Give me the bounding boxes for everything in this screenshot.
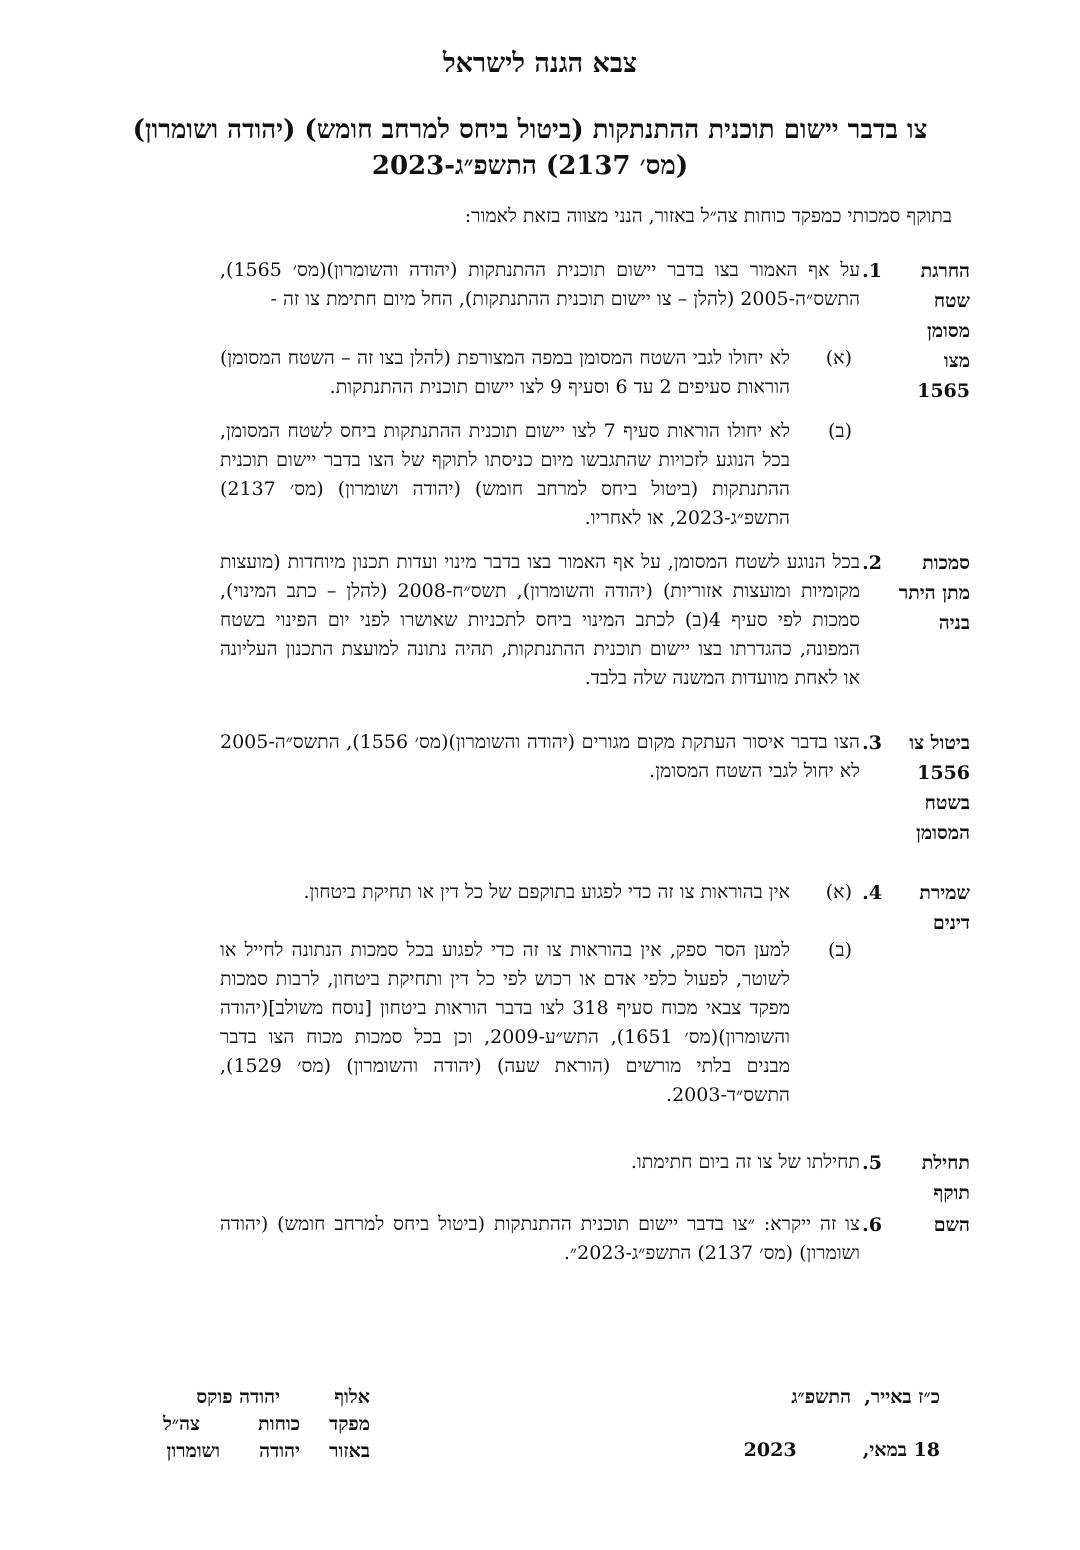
section-4-number: 4.	[862, 882, 882, 904]
date-hebrew: כ״ז באייר, התשפ״ג	[791, 1386, 940, 1408]
signatory-title-word: צה״ל	[163, 1413, 200, 1435]
signatory-title-word: יהודה	[259, 1440, 300, 1462]
section-4a-label: (א)	[825, 881, 852, 903]
section-5-label: תחילת תוקף	[921, 1152, 970, 1204]
section-1-label: החרגת שטח מסומן מצו 1565	[917, 260, 970, 402]
signatory-title-word: באזור	[329, 1440, 370, 1462]
section-5-number: 5.	[862, 1152, 882, 1174]
signatory-name: יהודה פוקס	[196, 1386, 280, 1408]
section-3-text: הצו בדבר איסור העתקת מקום מגורים (יהודה והשומרון)(מס׳ 1556), התשס״ה-2005 לא יחול לגבי השטח המסומן.	[220, 731, 860, 782]
document-org-title: צבא הגנה לישראל	[442, 48, 638, 79]
signatory-title-word: ושומרון	[166, 1440, 220, 1462]
preamble: בתוקף סמכותי כמפקד כוחות צה״ל באזור, הנני מצווה בזאת לאמור:	[464, 205, 952, 227]
section-1a-label: (א)	[825, 347, 852, 369]
section-6-label: השם	[933, 1214, 970, 1236]
section-2-text: בכל הנוגע לשטח המסומן, על אף האמור בצו בדבר מינוי ועדות תכנון מיוחדות (מועצות מקומיות ומועצות אזוריות) (יהודה והשומרון), תשס״ח-2008 (להלן – כתב המינוי), סמכות לפי סעיף 4(ב) לכתב המינוי ביחס לתכניות שאושרו לפני יום הפינוי בשטח המפונה, כהגדרתו בצו יישום תוכנית ההתנתקות, תהיה נתונה למועצת התכנון העליונה או לאחת מוועדות המשנה שלה בלבד.	[220, 551, 861, 689]
section-3-label: ביטול צו 1556 בשטח המסומן	[909, 732, 970, 844]
section-1-intro: על אף האמור בצו בדבר יישום תוכנית ההתנתקות (יהודה והשומרון)(מס׳ 1565), התשס״ה-2005 (להלן – צו יישום תוכנית ההתנתקות), החל מיום חתימת צו זה -	[220, 259, 860, 310]
section-1-number: 1.	[862, 260, 882, 282]
section-4b-text: למען הסר ספק, אין בהוראות צו זה כדי לפגוע בכל סמכות הנתונה לחייל או לשוטר, לפעול כלפי אדם או רכוש לפי כל דין ותחיקת ביטחון, לרבות סמכות מפקד צבאי מכוח סעיף 318 לצו בדבר הוראות ביטחון [נוסח משולב](יהודה והשומרון)(מס׳ 1651), התש״ע-2009, וכן בכל סמכות מכוח הצו בדבר מבנים בלתי מורשים (הוראת שעה) (יהודה והשומרון) (מס׳ 1529), התשס״ד-2003.	[220, 939, 791, 1106]
section-2-number: 2.	[862, 552, 882, 574]
section-6-text: צו זה ייקרא: ״צו בדבר יישום תוכנית ההתנתקות (ביטול ביחס למרחב חומש) (יהודה ושומרון) (מס׳ 2137) התשפ״ג-2023״.	[220, 1213, 860, 1264]
section-1b-text: לא יחולו הוראות סעיף 7 לצו יישום תוכנית ההתנתקות ביחס לשטח המסומן, בכל הנוגע לזכויות שהתגבשו מיום כניסתו לתוקף של הצו בדבר יישום תוכנית ההתנתקות (ביטול ביחס למרחב חומש) (יהודה ושומרון) (מס׳ 2137) התשפ״ג-2023, או לאחריו.	[220, 420, 790, 529]
section-4b-label: (ב)	[828, 939, 852, 961]
order-title: צו בדבר יישום תוכנית ההתנתקות (ביטול ביחס למרחב חומש) (יהודה ושומרון) (מס׳ 2137) התשפ״ג-2023	[132, 115, 928, 181]
signatory-title-word: כוחות	[258, 1413, 300, 1435]
section-3-number: 3.	[862, 732, 882, 754]
section-5-text: תחילתו של צו זה ביום חתימתו.	[630, 1151, 860, 1173]
section-4-label: שמירת דינים	[919, 882, 970, 934]
signatory-rank: אלוף	[334, 1386, 370, 1408]
signatory-title-word: מפקד	[329, 1413, 370, 1435]
section-4a-text: אין בהוראות צו זה כדי לפגוע בתוקפם של כל דין או תחיקת ביטחון.	[303, 881, 790, 903]
section-1b-label: (ב)	[828, 420, 852, 442]
section-2-label: סמכות מתן היתר בניה	[898, 552, 970, 634]
date-gregorian: 18 במאי, 2023	[743, 1439, 940, 1461]
section-1a-text: לא יחולו לגבי השטח המסומן במפה המצורפת (להלן בצו זה – השטח המסומן) הוראות סעיפים 2 עד 6 וסעיף 9 לצו יישום תוכנית ההתנתקות.	[220, 347, 790, 398]
section-6-number: 6.	[862, 1214, 882, 1236]
